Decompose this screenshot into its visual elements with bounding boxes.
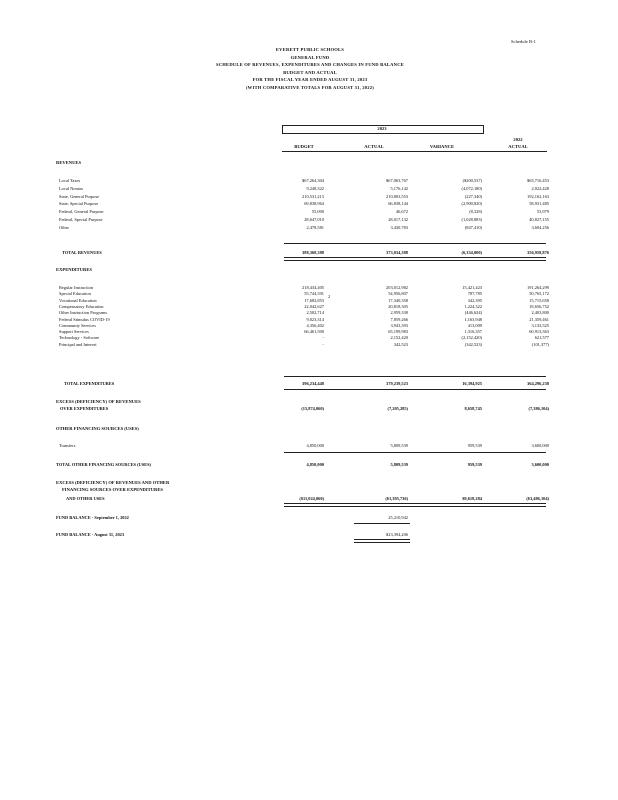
table-row <box>0 342 618 349</box>
row-label: Community Services <box>59 322 96 328</box>
fund-balance-end-actual: $23,394,206 <box>386 532 408 537</box>
prior-actual-cell: 3,604,256 <box>531 224 549 230</box>
variance-cell: (2,152,420) <box>461 335 482 341</box>
transfers-budget: 4,850,000 <box>306 443 324 448</box>
actual-cell: 342,523 <box>393 341 408 347</box>
budget-cell: 69,838,964 <box>304 201 324 207</box>
total-revenues-prior: 356,958,876 <box>527 250 549 255</box>
table-row <box>0 225 618 232</box>
actual-cell: 65,199,983 <box>388 329 408 335</box>
table-row <box>0 209 618 216</box>
year-box-label: 2023 <box>377 126 387 131</box>
excess-actual: (7,205,285) <box>387 406 408 411</box>
table-row <box>0 201 618 208</box>
table-row <box>0 194 618 201</box>
prior-actual-cell: 3,133,525 <box>531 322 549 328</box>
total-revenues-actual: 373,034,388 <box>386 250 408 255</box>
prior-actual-cell: 621,577 <box>534 335 549 341</box>
excess-other-budget: ($11,024,060) <box>299 496 324 501</box>
variance-cell: (227,340) <box>464 193 482 199</box>
col-actual: ACTUAL <box>364 144 384 149</box>
variance-cell: 413,009 <box>467 322 482 328</box>
budget-cell: - <box>322 335 324 341</box>
header-rule <box>282 151 547 152</box>
transfers-row <box>0 443 618 450</box>
col-budget: BUDGET <box>294 144 314 149</box>
title-line-1: EVERETT PUBLIC SCHOOLS <box>275 47 345 52</box>
actual-cell: 20,818,305 <box>388 303 408 309</box>
budget-cell: 55,744,591 <box>304 291 324 297</box>
budget-cell: 4,356,402 <box>306 322 324 328</box>
total-expenditures-prior: 364,296,238 <box>527 381 549 386</box>
variance-cell: 787,785 <box>467 291 482 297</box>
total-other-financing-actual: 5,809,539 <box>390 462 408 467</box>
variance-cell: (342,523) <box>464 341 482 347</box>
row-label: State, General Purpose <box>59 193 100 199</box>
row-label: Local Taxes <box>59 178 81 183</box>
prior-actual-cell: 2,022,428 <box>531 185 549 191</box>
transfers-prior: 3,600,000 <box>531 443 549 448</box>
title-line-6: (WITH COMPARATIVE TOTALS FOR AUGUST 31, 2022) <box>245 84 375 90</box>
excess-other-actual: ($1,395,736) <box>385 496 408 501</box>
prior-actual-cell: 21,359,461 <box>529 316 549 322</box>
total-expenditures-row <box>0 381 618 388</box>
schedule-label: Schedule B-1 <box>511 39 536 44</box>
col-variance: VARIANCE <box>429 144 455 149</box>
row-label: Support Services <box>59 329 89 335</box>
fund-balance-begin-label: FUND BALANCE - September 1, 2022 <box>56 515 129 520</box>
total-revenues-row <box>0 250 618 257</box>
row-label: Vocational Education <box>59 297 97 303</box>
variance-cell: (8,328) <box>469 209 482 215</box>
prior-actual-cell: $65,716,453 <box>527 178 549 183</box>
expenditure-subtotal-rule <box>284 376 546 377</box>
footnote-mark: 2 <box>328 294 331 299</box>
row-label: Other Instruction Programs <box>59 310 108 316</box>
budget-cell: 17,682,853 <box>304 297 324 303</box>
row-label: Principal and Interest <box>59 341 97 347</box>
title-line-5: FOR THE FISCAL YEAR ENDED AUGUST 31, 2023 <box>252 77 368 83</box>
prior-actual-cell: 60,913,363 <box>529 329 549 335</box>
fund-balance-end-label: FUND BALANCE - August 31, 2023 <box>56 532 125 537</box>
variance-cell: (446,624) <box>464 310 482 316</box>
total-expenditures-variance: 16,394,925 <box>462 381 482 386</box>
col-prior-actual: ACTUAL <box>508 144 528 149</box>
prior-year-label: 2022 <box>513 137 523 142</box>
variance-cell: 342,395 <box>467 297 482 303</box>
actual-cell: 3,430,783 <box>390 224 408 230</box>
row-label: Technology - Software <box>59 335 100 341</box>
prior-actual-cell: 2,403,800 <box>531 310 549 316</box>
excess-other-line-2: FINANCING SOURCES OVER EXPENDITURES <box>62 487 163 492</box>
excess-other-double-rule <box>284 503 546 507</box>
total-revenues-label: TOTAL REVENUES <box>62 250 102 255</box>
fund-balance-begin-rule <box>354 523 410 524</box>
budget-cell: 66,461,500 <box>304 329 324 335</box>
prior-actual-cell: 18,656,752 <box>529 303 549 309</box>
report-title <box>100 46 520 92</box>
actual-cell: 5,176,142 <box>390 185 408 191</box>
total-revenues-budget: 388,368,388 <box>302 250 324 255</box>
actual-cell: 3,943,393 <box>390 322 408 328</box>
variance-cell: 15,421,423 <box>462 285 482 290</box>
other-financing-heading: OTHER FINANCING SOURCES (USES) <box>56 426 139 431</box>
budget-cell: 210,531,213 <box>302 193 324 199</box>
other-financing-rule <box>284 452 546 453</box>
fund-balance-end-double-rule <box>354 539 410 543</box>
excess-other-variance: $9,618,284 <box>462 496 482 501</box>
actual-cell: 28,017,132 <box>388 217 408 222</box>
title-line-3: SCHEDULE OF REVENUES, EXPENDITURES AND CHANGES IN FUND BALANCE <box>216 62 404 68</box>
excess-variance: 8,658,745 <box>464 406 482 411</box>
row-label: Federal, General Purpose <box>59 209 104 215</box>
prior-actual-cell: 15,715,658 <box>529 297 549 303</box>
excess-line-1: EXCESS (DEFICIENCY) OF REVENUES <box>56 399 141 404</box>
row-label: Local Nontax <box>59 185 84 191</box>
actual-cell: 54,956,807 <box>388 291 408 297</box>
variance-cell: (847,410) <box>464 224 482 230</box>
prior-actual-cell: 40,827,155 <box>529 217 549 222</box>
actual-cell: 203,012,982 <box>386 285 408 290</box>
row-label: Federal Stimulus COVID-19 <box>59 316 110 322</box>
excess-other-prior: ($3,486,104) <box>526 496 549 501</box>
table-row <box>0 217 618 224</box>
excess-prior: (7,386,104) <box>528 406 549 411</box>
actual-cell: 17,340,358 <box>388 297 408 303</box>
prior-actual-cell: 192,162,163 <box>527 193 549 199</box>
transfers-variance: 959,539 <box>467 443 482 448</box>
row-label: Compensatory Education <box>59 303 104 309</box>
budget-cell: - <box>322 341 324 347</box>
fund-balance-end-row <box>0 532 618 539</box>
variance-cell: 1,163,948 <box>464 316 482 322</box>
revenue-total-double-rule <box>284 257 546 261</box>
total-other-financing-budget: 4,850,000 <box>306 462 324 467</box>
total-other-financing-row <box>0 462 618 469</box>
title-line-2: GENERAL FUND <box>290 54 330 60</box>
budget-cell: 9,248,322 <box>306 185 324 191</box>
excess-budget: (15,874,060) <box>301 406 324 411</box>
prior-actual-cell: 50,765,172 <box>529 291 549 297</box>
budget-cell: 2,478,581 <box>306 224 324 230</box>
total-expenditures-budget: 396,234,448 <box>302 381 324 386</box>
budget-cell: 218,434,405 <box>302 285 324 290</box>
total-other-financing-prior: 3,600,000 <box>531 462 549 467</box>
actual-cell: 2,959,338 <box>390 310 408 316</box>
total-other-financing-label: TOTAL OTHER FINANCING SOURCES (USES) <box>56 462 151 467</box>
variance-cell: ($200,537) <box>462 178 482 183</box>
budget-cell: 22,042,627 <box>304 303 324 309</box>
total-other-financing-variance: 959,539 <box>467 462 482 467</box>
table-row <box>0 178 618 185</box>
variance-cell: 1,316,357 <box>464 329 482 335</box>
variance-cell: 1,224,322 <box>464 303 482 309</box>
total-revenues-variance: (6,334,000) <box>461 250 482 255</box>
expenditure-total-rule <box>284 389 546 390</box>
variance-cell: (1,028,883) <box>461 217 482 222</box>
row-label: Regular Instruction <box>59 285 94 290</box>
budget-cell: 9,023,314 <box>306 316 324 322</box>
row-label: Federal, Special Purpose <box>59 217 103 222</box>
budget-cell: 28,647,010 <box>304 217 324 222</box>
actual-cell: 46,672 <box>395 209 408 215</box>
total-expenditures-label: TOTAL EXPENDITURES <box>64 381 115 386</box>
revenue-subtotal-rule <box>284 243 546 244</box>
total-expenditures-actual: 379,239,523 <box>386 381 408 386</box>
variance-cell: (2,900,820) <box>461 201 482 207</box>
transfers-actual: 5,809,539 <box>390 443 408 448</box>
budget-cell: 55,000 <box>311 209 324 215</box>
row-label: State, Special Purpose <box>59 201 99 207</box>
excess-other-line-3: AND OTHER USES <box>66 496 105 501</box>
actual-cell: 7,859,266 <box>390 316 408 322</box>
prior-actual-cell: (101,377) <box>531 341 549 347</box>
fund-balance-begin-row <box>0 515 618 522</box>
variance-cell: (4,072,180) <box>461 185 482 191</box>
table-row <box>0 186 618 193</box>
excess-line-2: OVER EXPENDITURES <box>60 406 109 411</box>
actual-cell: 66,838,144 <box>388 201 408 207</box>
excess-row <box>0 406 618 413</box>
expenditures-heading: EXPENDITURES <box>56 267 92 272</box>
row-label: Other <box>59 224 69 230</box>
actual-cell: $67,063,767 <box>386 178 408 183</box>
fund-balance-begin-actual: 25,210,942 <box>388 515 408 520</box>
excess-other-line-1: EXCESS (DEFICIENCY) OF REVENUES AND OTHER <box>56 480 170 485</box>
actual-cell: 2,152,420 <box>390 335 408 341</box>
budget-cell: 2,502,714 <box>306 310 324 316</box>
title-line-4: BUDGET AND ACTUAL <box>283 69 337 75</box>
prior-actual-cell: 58,931,485 <box>529 201 549 207</box>
prior-actual-cell: 191,264,299 <box>527 285 549 290</box>
actual-cell: 210,803,553 <box>386 193 408 199</box>
prior-actual-cell: 53,979 <box>536 209 549 215</box>
budget-cell: $67,264,304 <box>302 178 324 183</box>
revenues-heading: REVENUES <box>56 160 82 165</box>
transfers-label: Transfers <box>59 443 76 448</box>
excess-other-row <box>0 496 618 503</box>
row-label: Special Education <box>59 291 91 297</box>
